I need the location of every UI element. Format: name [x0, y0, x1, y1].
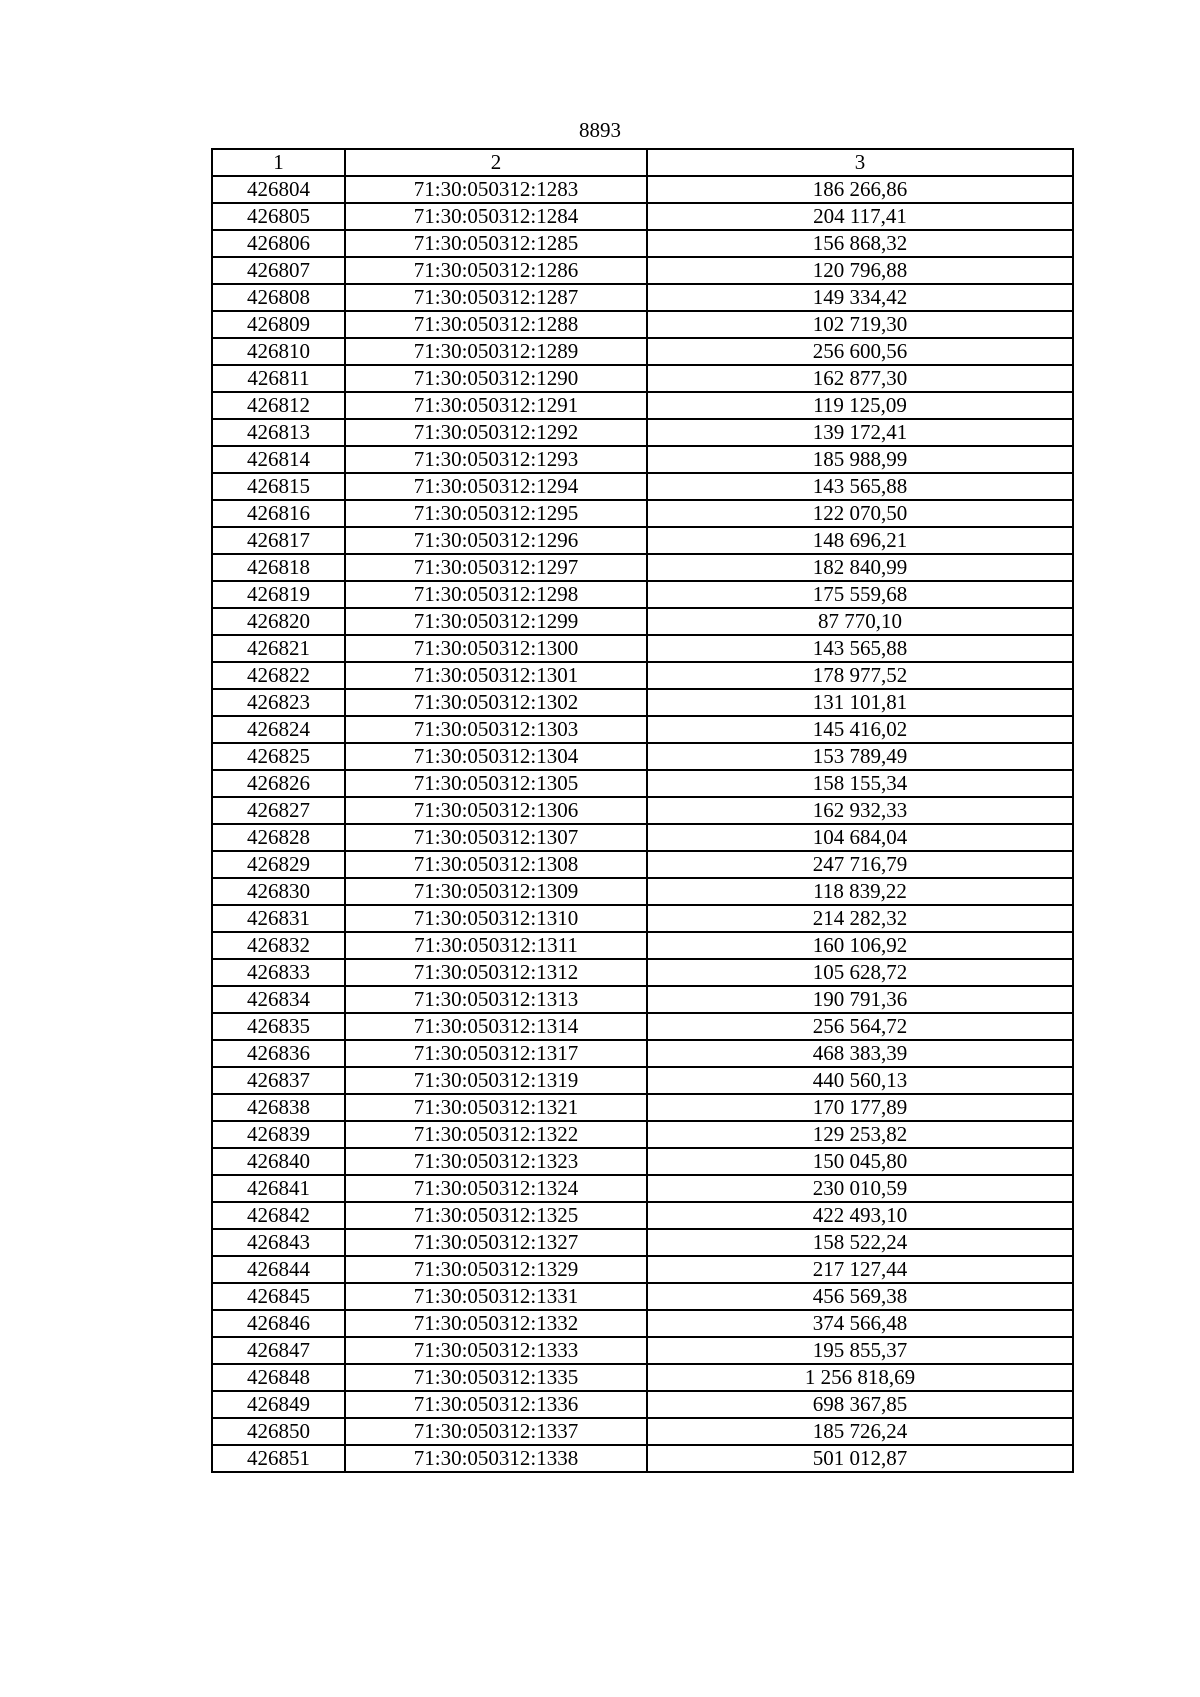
row-number-cell: 426813	[212, 419, 345, 446]
value-cell: 374 566,48	[647, 1310, 1073, 1337]
row-number-cell: 426805	[212, 203, 345, 230]
cadastral-number-cell: 71:30:050312:1323	[345, 1148, 647, 1175]
table-row	[212, 1175, 1073, 1202]
value-cell: 119 125,09	[647, 392, 1073, 419]
value-cell: 175 559,68	[647, 581, 1073, 608]
value-cell: 158 155,34	[647, 770, 1073, 797]
value-cell: 185 988,99	[647, 446, 1073, 473]
column-header-2: 2	[345, 149, 647, 176]
cadastral-number-cell: 71:30:050312:1293	[345, 446, 647, 473]
row-number-cell: 426850	[212, 1418, 345, 1445]
cadastral-number-cell: 71:30:050312:1284	[345, 203, 647, 230]
cadastral-number-cell: 71:30:050312:1332	[345, 1310, 647, 1337]
value-cell: 247 716,79	[647, 851, 1073, 878]
cadastral-number-cell: 71:30:050312:1287	[345, 284, 647, 311]
cadastral-number-cell: 71:30:050312:1319	[345, 1067, 647, 1094]
row-number-cell: 426830	[212, 878, 345, 905]
row-number-cell: 426821	[212, 635, 345, 662]
table-row	[212, 932, 1073, 959]
row-number-cell: 426817	[212, 527, 345, 554]
value-cell: 182 840,99	[647, 554, 1073, 581]
row-number-cell: 426819	[212, 581, 345, 608]
value-cell: 256 564,72	[647, 1013, 1073, 1040]
row-number-cell: 426812	[212, 392, 345, 419]
cadastral-number-cell: 71:30:050312:1307	[345, 824, 647, 851]
cadastral-number-cell: 71:30:050312:1309	[345, 878, 647, 905]
value-cell: 170 177,89	[647, 1094, 1073, 1121]
cadastral-number-cell: 71:30:050312:1288	[345, 311, 647, 338]
table-row	[212, 1391, 1073, 1418]
table-row	[212, 905, 1073, 932]
value-cell: 102 719,30	[647, 311, 1073, 338]
table-row	[212, 1445, 1073, 1472]
value-cell: 422 493,10	[647, 1202, 1073, 1229]
row-number-cell: 426816	[212, 500, 345, 527]
row-number-cell: 426840	[212, 1148, 345, 1175]
row-number-cell: 426838	[212, 1094, 345, 1121]
cadastral-number-cell: 71:30:050312:1297	[345, 554, 647, 581]
cadastral-number-cell: 71:30:050312:1302	[345, 689, 647, 716]
cadastral-number-cell: 71:30:050312:1336	[345, 1391, 647, 1418]
row-number-cell: 426834	[212, 986, 345, 1013]
row-number-cell: 426820	[212, 608, 345, 635]
cadastral-number-cell: 71:30:050312:1324	[345, 1175, 647, 1202]
cadastral-number-cell: 71:30:050312:1303	[345, 716, 647, 743]
cadastral-number-cell: 71:30:050312:1294	[345, 473, 647, 500]
table-row	[212, 203, 1073, 230]
value-cell: 256 600,56	[647, 338, 1073, 365]
table-row	[212, 1202, 1073, 1229]
table-row	[212, 500, 1073, 527]
table-row	[212, 284, 1073, 311]
value-cell: 698 367,85	[647, 1391, 1073, 1418]
table-row	[212, 1229, 1073, 1256]
row-number-cell: 426822	[212, 662, 345, 689]
table-row	[212, 1310, 1073, 1337]
value-cell: 190 791,36	[647, 986, 1073, 1013]
cadastral-number-cell: 71:30:050312:1285	[345, 230, 647, 257]
cadastral-number-cell: 71:30:050312:1321	[345, 1094, 647, 1121]
cadastral-number-cell: 71:30:050312:1292	[345, 419, 647, 446]
row-number-cell: 426806	[212, 230, 345, 257]
row-number-cell: 426827	[212, 797, 345, 824]
table-row	[212, 662, 1073, 689]
table-row	[212, 365, 1073, 392]
table-row	[212, 770, 1073, 797]
cadastral-number-cell: 71:30:050312:1335	[345, 1364, 647, 1391]
value-cell: 214 282,32	[647, 905, 1073, 932]
table-row	[212, 1418, 1073, 1445]
cadastral-number-cell: 71:30:050312:1286	[345, 257, 647, 284]
row-number-cell: 426815	[212, 473, 345, 500]
value-cell: 104 684,04	[647, 824, 1073, 851]
cadastral-number-cell: 71:30:050312:1333	[345, 1337, 647, 1364]
table-row	[212, 1040, 1073, 1067]
row-number-cell: 426804	[212, 176, 345, 203]
cadastral-number-cell: 71:30:050312:1322	[345, 1121, 647, 1148]
cadastral-number-cell: 71:30:050312:1325	[345, 1202, 647, 1229]
cadastral-number-cell: 71:30:050312:1304	[345, 743, 647, 770]
header-row	[212, 149, 1073, 176]
table-row	[212, 311, 1073, 338]
cadastral-number-cell: 71:30:050312:1299	[345, 608, 647, 635]
table-row	[212, 1283, 1073, 1310]
value-cell: 105 628,72	[647, 959, 1073, 986]
cadastral-number-cell: 71:30:050312:1306	[345, 797, 647, 824]
cadastral-number-cell: 71:30:050312:1283	[345, 176, 647, 203]
row-number-cell: 426832	[212, 932, 345, 959]
row-number-cell: 426823	[212, 689, 345, 716]
table-row	[212, 743, 1073, 770]
value-cell: 139 172,41	[647, 419, 1073, 446]
cadastral-number-cell: 71:30:050312:1290	[345, 365, 647, 392]
row-number-cell: 426810	[212, 338, 345, 365]
value-cell: 185 726,24	[647, 1418, 1073, 1445]
value-cell: 87 770,10	[647, 608, 1073, 635]
row-number-cell: 426839	[212, 1121, 345, 1148]
value-cell: 468 383,39	[647, 1040, 1073, 1067]
row-number-cell: 426848	[212, 1364, 345, 1391]
value-cell: 230 010,59	[647, 1175, 1073, 1202]
cadastral-number-cell: 71:30:050312:1331	[345, 1283, 647, 1310]
table-row	[212, 878, 1073, 905]
table-row	[212, 1364, 1073, 1391]
value-cell: 501 012,87	[647, 1445, 1073, 1472]
cadastral-number-cell: 71:30:050312:1314	[345, 1013, 647, 1040]
row-number-cell: 426837	[212, 1067, 345, 1094]
table-row	[212, 824, 1073, 851]
value-cell: 122 070,50	[647, 500, 1073, 527]
row-number-cell: 426847	[212, 1337, 345, 1364]
column-header-1: 1	[212, 149, 345, 176]
cadastral-number-cell: 71:30:050312:1291	[345, 392, 647, 419]
row-number-cell: 426807	[212, 257, 345, 284]
table-header	[212, 149, 1073, 176]
table-row	[212, 338, 1073, 365]
table-row	[212, 635, 1073, 662]
table-row	[212, 608, 1073, 635]
row-number-cell: 426826	[212, 770, 345, 797]
data-table	[211, 148, 1074, 1473]
table-row	[212, 1148, 1073, 1175]
value-cell: 149 334,42	[647, 284, 1073, 311]
row-number-cell: 426824	[212, 716, 345, 743]
table-row	[212, 1094, 1073, 1121]
cadastral-number-cell: 71:30:050312:1296	[345, 527, 647, 554]
value-cell: 145 416,02	[647, 716, 1073, 743]
value-cell: 153 789,49	[647, 743, 1073, 770]
value-cell: 160 106,92	[647, 932, 1073, 959]
cadastral-number-cell: 71:30:050312:1317	[345, 1040, 647, 1067]
cadastral-number-cell: 71:30:050312:1329	[345, 1256, 647, 1283]
value-cell: 148 696,21	[647, 527, 1073, 554]
value-cell: 217 127,44	[647, 1256, 1073, 1283]
row-number-cell: 426811	[212, 365, 345, 392]
cadastral-number-cell: 71:30:050312:1301	[345, 662, 647, 689]
table-row	[212, 581, 1073, 608]
value-cell: 456 569,38	[647, 1283, 1073, 1310]
value-cell: 120 796,88	[647, 257, 1073, 284]
row-number-cell: 426836	[212, 1040, 345, 1067]
cadastral-number-cell: 71:30:050312:1338	[345, 1445, 647, 1472]
value-cell: 186 266,86	[647, 176, 1073, 203]
table-row	[212, 986, 1073, 1013]
row-number-cell: 426841	[212, 1175, 345, 1202]
row-number-cell: 426849	[212, 1391, 345, 1418]
value-cell: 440 560,13	[647, 1067, 1073, 1094]
row-number-cell: 426828	[212, 824, 345, 851]
value-cell: 178 977,52	[647, 662, 1073, 689]
table-row	[212, 1256, 1073, 1283]
table-row	[212, 1067, 1073, 1094]
row-number-cell: 426845	[212, 1283, 345, 1310]
cadastral-number-cell: 71:30:050312:1313	[345, 986, 647, 1013]
table-row	[212, 554, 1073, 581]
row-number-cell: 426844	[212, 1256, 345, 1283]
value-cell: 150 045,80	[647, 1148, 1073, 1175]
table-body	[212, 176, 1073, 1472]
table-row	[212, 959, 1073, 986]
table-row	[212, 716, 1073, 743]
row-number-cell: 426814	[212, 446, 345, 473]
row-number-cell: 426825	[212, 743, 345, 770]
value-cell: 162 932,33	[647, 797, 1073, 824]
table-row	[212, 419, 1073, 446]
cadastral-number-cell: 71:30:050312:1300	[345, 635, 647, 662]
row-number-cell: 426829	[212, 851, 345, 878]
cadastral-number-cell: 71:30:050312:1305	[345, 770, 647, 797]
table-row	[212, 1337, 1073, 1364]
row-number-cell: 426835	[212, 1013, 345, 1040]
value-cell: 129 253,82	[647, 1121, 1073, 1148]
table-row	[212, 257, 1073, 284]
cadastral-number-cell: 71:30:050312:1311	[345, 932, 647, 959]
table-row	[212, 1121, 1073, 1148]
cadastral-number-cell: 71:30:050312:1295	[345, 500, 647, 527]
table-row	[212, 230, 1073, 257]
value-cell: 1 256 818,69	[647, 1364, 1073, 1391]
row-number-cell: 426833	[212, 959, 345, 986]
table-row	[212, 446, 1073, 473]
row-number-cell: 426843	[212, 1229, 345, 1256]
cadastral-number-cell: 71:30:050312:1310	[345, 905, 647, 932]
value-cell: 156 868,32	[647, 230, 1073, 257]
value-cell: 131 101,81	[647, 689, 1073, 716]
row-number-cell: 426818	[212, 554, 345, 581]
row-number-cell: 426846	[212, 1310, 345, 1337]
value-cell: 204 117,41	[647, 203, 1073, 230]
row-number-cell: 426851	[212, 1445, 345, 1472]
column-header-3: 3	[647, 149, 1073, 176]
cadastral-number-cell: 71:30:050312:1298	[345, 581, 647, 608]
cadastral-number-cell: 71:30:050312:1289	[345, 338, 647, 365]
value-cell: 143 565,88	[647, 635, 1073, 662]
cadastral-number-cell: 71:30:050312:1327	[345, 1229, 647, 1256]
table-row	[212, 797, 1073, 824]
value-cell: 118 839,22	[647, 878, 1073, 905]
row-number-cell: 426842	[212, 1202, 345, 1229]
cadastral-number-cell: 71:30:050312:1312	[345, 959, 647, 986]
table-row	[212, 527, 1073, 554]
row-number-cell: 426831	[212, 905, 345, 932]
value-cell: 158 522,24	[647, 1229, 1073, 1256]
page-number: 8893	[579, 118, 621, 142]
table-row	[212, 176, 1073, 203]
value-cell: 143 565,88	[647, 473, 1073, 500]
row-number-cell: 426808	[212, 284, 345, 311]
row-number-cell: 426809	[212, 311, 345, 338]
table-row	[212, 1013, 1073, 1040]
table-row	[212, 689, 1073, 716]
table-row	[212, 473, 1073, 500]
cadastral-number-cell: 71:30:050312:1308	[345, 851, 647, 878]
value-cell: 162 877,30	[647, 365, 1073, 392]
cadastral-number-cell: 71:30:050312:1337	[345, 1418, 647, 1445]
value-cell: 195 855,37	[647, 1337, 1073, 1364]
table-row	[212, 851, 1073, 878]
table-row	[212, 392, 1073, 419]
